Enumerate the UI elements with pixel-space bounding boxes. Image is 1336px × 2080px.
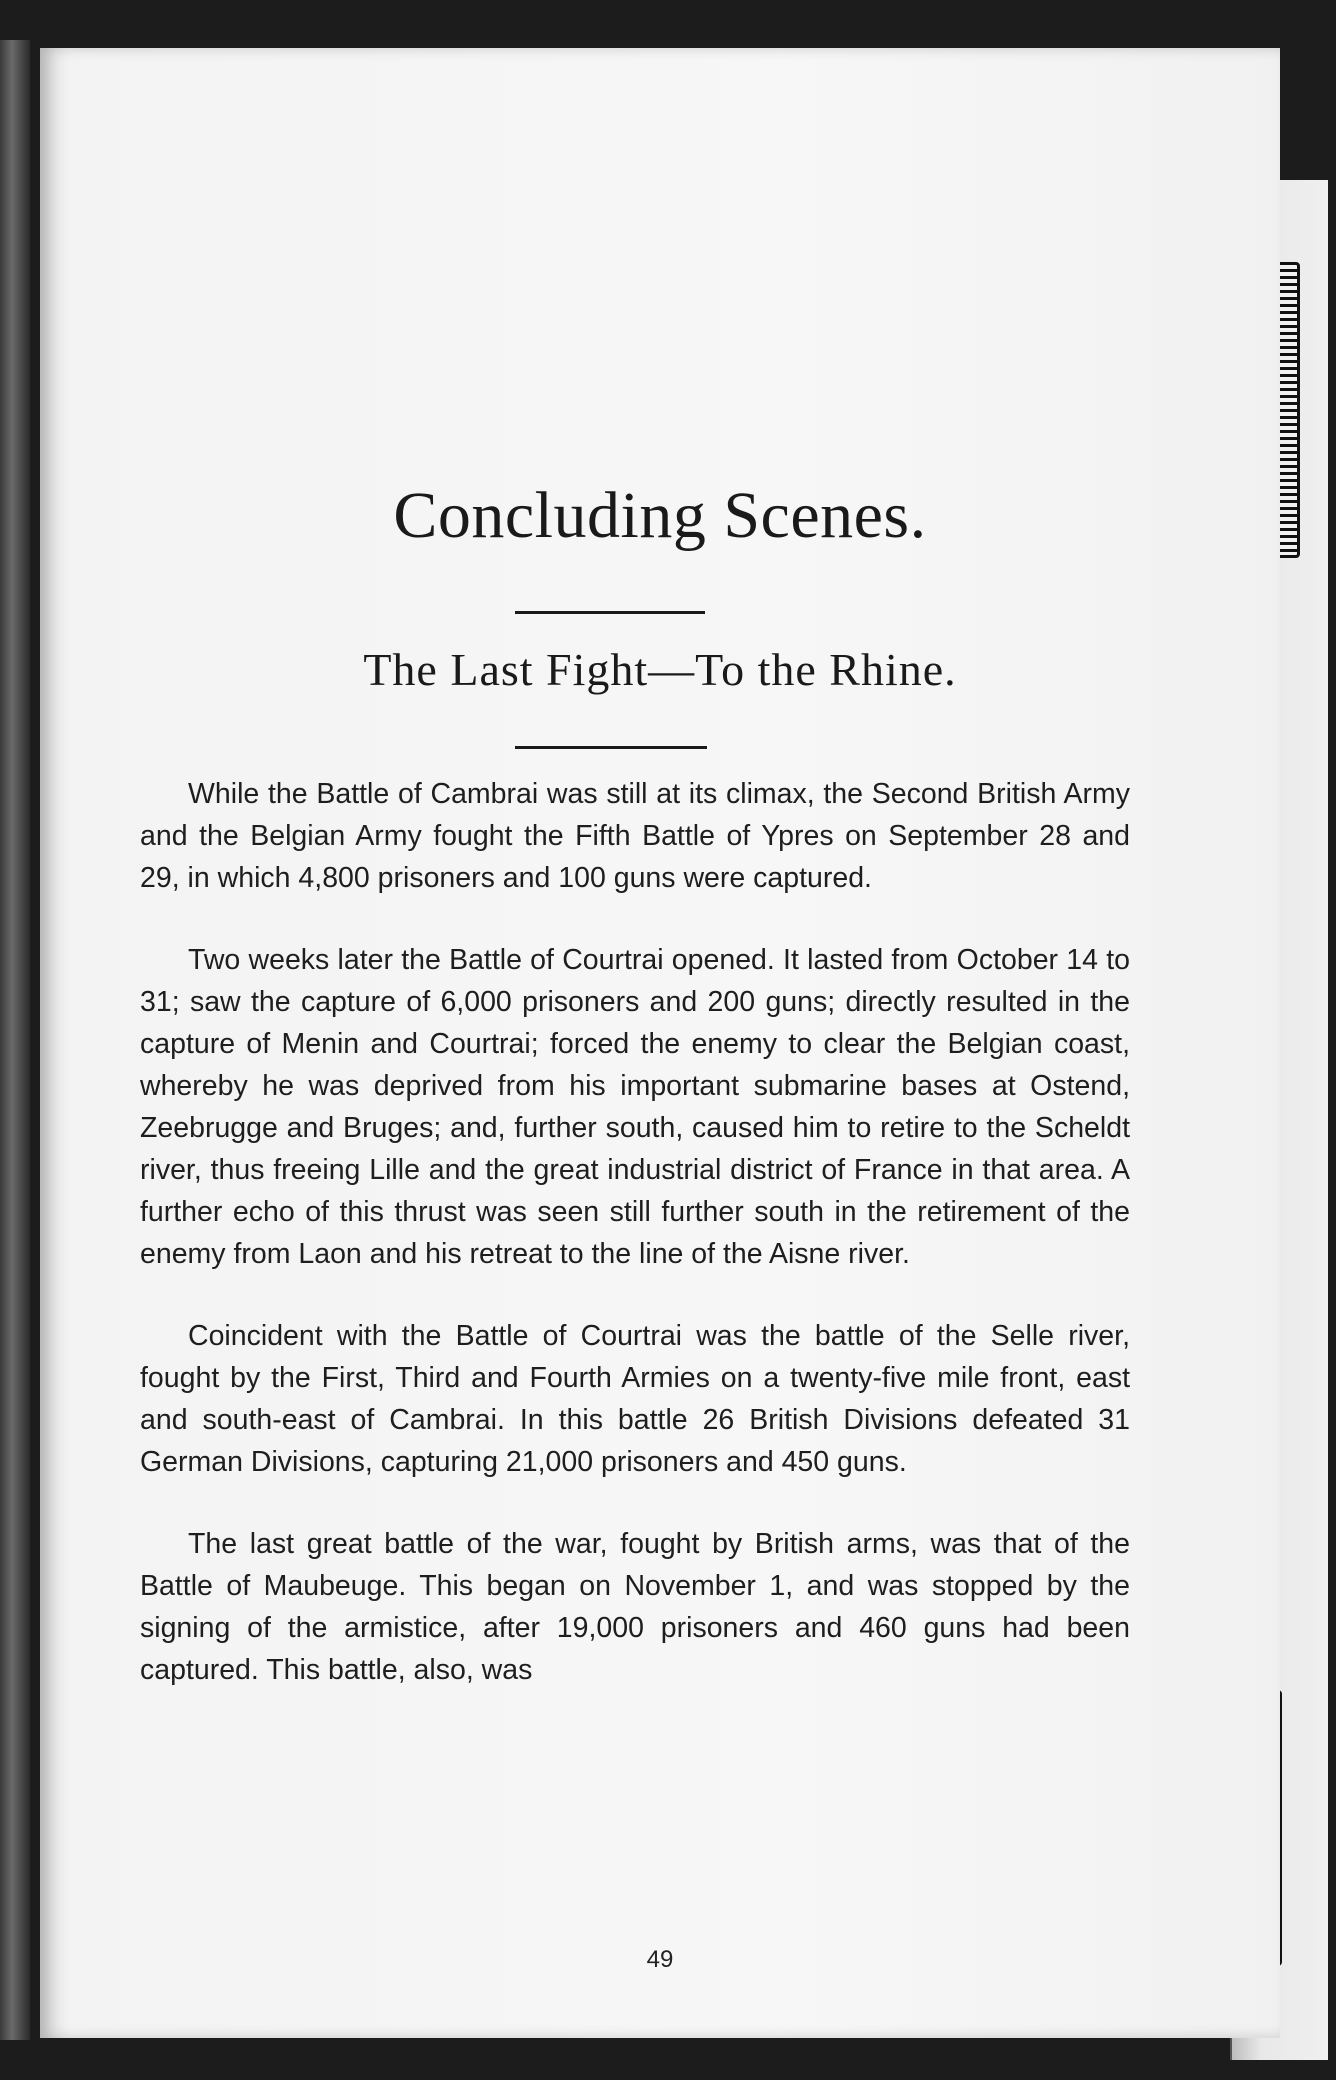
paragraph: Two weeks later the Battle of Courtrai opened. It lasted from October 14 to 31; saw the capture of 6,000 prisoners and 200 guns; directly resulted in the capture of Menin and Courtrai; forced the enemy to clear the Belgian coast, whereby he was deprived from his important submarine bases at Ostend, Zeebrugge and Bruges; and, further south, caused him to retire to the Scheldt river, thus freeing Lille and the great industrial district of France in that area. A further echo of this thrust was seen still further south in the retirement of the enemy from Laon and his retreat to the line of the Aisne river. bbox=[140, 944, 1130, 1270]
page-number: 49 bbox=[646, 1946, 674, 1973]
paragraph: Coincident with the Battle of Courtrai was the battle of the Selle river, fought by the First, Third and Fourth Armies on a twenty-five mile front, east and south-east of Cambrai. In this battle 26 British Divisions defeated 31 German Divisions, capturing 21,000 prisoners and 450 guns. bbox=[140, 1320, 1130, 1478]
book-spine bbox=[0, 40, 30, 2040]
subtitle-divider bbox=[515, 746, 707, 749]
paragraph: The last great battle of the war, fought by British arms, was that of the Battle of Maubeuge. This began on November 1, and was stopped by the signing of the armistice, after 19,000 prisoners and 460 guns had been captured. This battle, also, was bbox=[140, 1528, 1130, 1686]
title-divider bbox=[515, 611, 705, 614]
body-text bbox=[140, 773, 1130, 1731]
chapter-title: Concluding Scenes. bbox=[393, 479, 927, 552]
paragraph: While the Battle of Cambrai was still at its climax, the Second British Army and the Belgian Army fought the Fifth Battle of Ypres on September 28 and 29, in which 4,800 prisoners and 100 guns were captured. bbox=[140, 778, 1130, 894]
section-subtitle: The Last Fight—To the Rhine. bbox=[363, 644, 957, 695]
book-page bbox=[40, 48, 1280, 2038]
